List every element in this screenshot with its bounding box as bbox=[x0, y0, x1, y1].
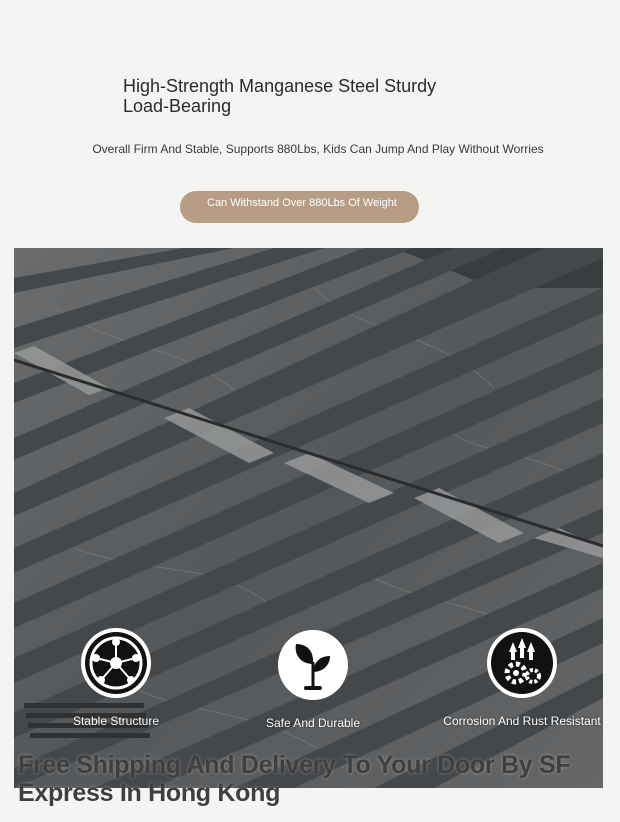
load-capacity-badge bbox=[180, 191, 419, 223]
feature-safe-durable-label: Safe And Durable bbox=[265, 716, 361, 730]
load-capacity-badge-text: Can Withstand Over 880Lbs Of Weight bbox=[207, 197, 397, 209]
gears-arrows-icon bbox=[487, 628, 557, 698]
headline: High-Strength Manganese Steel Sturdy Load-Bearing bbox=[123, 76, 437, 116]
subheadline: Overall Firm And Stable, Supports 880Lbs, Kids Can Jump And Play Without Worries bbox=[92, 142, 544, 156]
feature-corrosion-resistant bbox=[440, 628, 604, 728]
feature-stable-structure-label: Stable Structure bbox=[72, 714, 160, 728]
feature-stable-structure bbox=[66, 628, 166, 728]
shipping-banner: Free Shipping And Delivery To Your Door By SF Express In Hong Kong bbox=[18, 751, 571, 807]
network-nodes-icon bbox=[81, 628, 151, 698]
feature-safe-durable bbox=[258, 630, 368, 730]
feature-corrosion-resistant-label: Corrosion And Rust Resistant bbox=[443, 714, 601, 728]
plant-sprout-icon bbox=[278, 630, 348, 700]
